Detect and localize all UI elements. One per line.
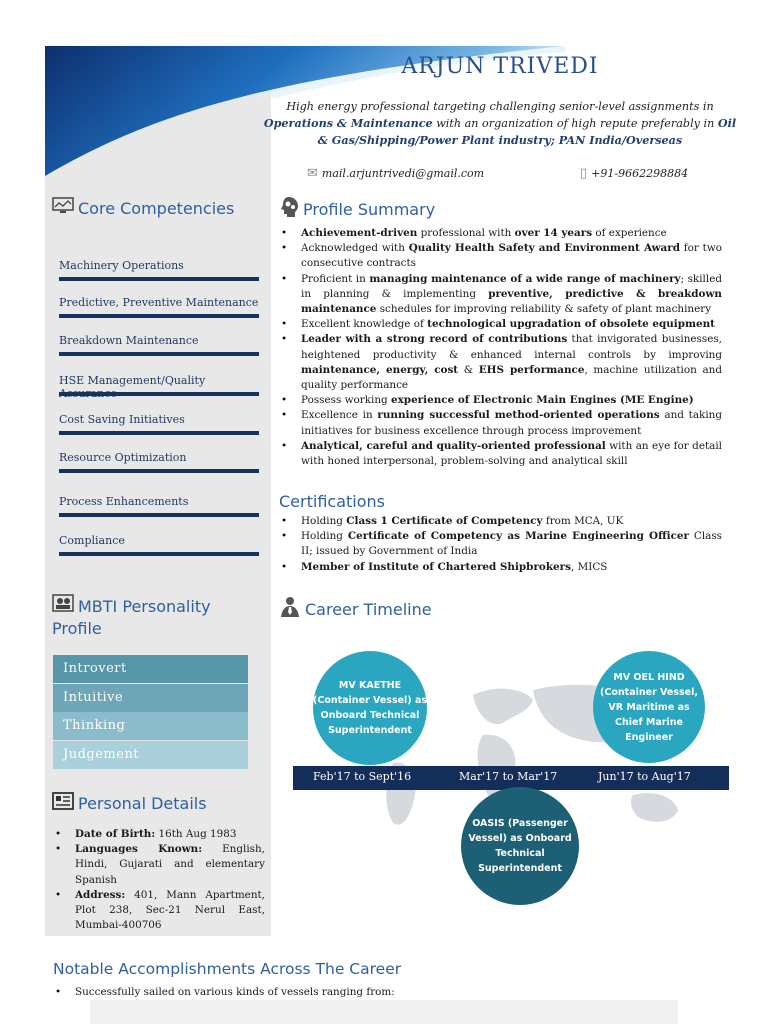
- timeline-bubble: [313, 651, 427, 765]
- list-item: [279, 226, 722, 241]
- competency-item: Process Enhancements: [59, 495, 189, 508]
- list-item: [53, 888, 265, 934]
- list-item: • Successfully sailed on various kinds of vessels ranging from:: [53, 985, 653, 1000]
- mobile-phone-icon: ▯: [580, 166, 588, 181]
- mbti-trait: Thinking: [53, 712, 248, 740]
- text-run: Leader with a strong record of contributions: [301, 333, 568, 346]
- list-item: [279, 272, 722, 318]
- competency-item: Breakdown Maintenance: [59, 334, 199, 347]
- tagline-part: High energy professional targeting challenging senior-level assignments in: [286, 100, 714, 113]
- text-run: technological upgradation of obsolete equipment: [427, 318, 715, 331]
- detail-label: Date of Birth:: [75, 828, 156, 840]
- text-run: running successful method-oriented operations: [377, 409, 660, 422]
- text-run: Holding: [301, 530, 348, 543]
- text-run: that invigorated businesses, heightened productivity & enhanced internal controls by improving: [301, 333, 722, 361]
- mbti-title-line2: Profile: [52, 619, 102, 638]
- core-competencies-label: Core Competencies: [78, 199, 235, 218]
- list-item: [279, 317, 722, 332]
- text-run: from MCA, UK: [542, 515, 624, 527]
- list-item: [53, 842, 265, 888]
- notable-accomplishments-title: Notable Accomplishments Across The Career: [53, 960, 402, 978]
- career-timeline-title: [279, 596, 432, 623]
- notable-list: [53, 985, 653, 1000]
- list-item: [279, 393, 722, 408]
- competency-item: Predictive, Preventive Maintenance: [59, 296, 259, 309]
- text-run: ; skilled in planning & implementing: [301, 272, 723, 300]
- timeline-date: Mar'17 to Mar'17: [459, 770, 558, 783]
- email-text[interactable]: mail.arjuntrivedi@gmail.com: [321, 167, 485, 180]
- text-run: Class 1 Certificate of Competency: [346, 515, 543, 527]
- profile-summary-title: [279, 196, 435, 223]
- mbti-trait: Judgement: [53, 741, 248, 769]
- text-run: and taking initiatives for business excellence through process improvement: [301, 409, 723, 437]
- phone-text[interactable]: +91-9662298884: [591, 167, 689, 180]
- detail-value: 16th Aug 1983: [155, 828, 237, 840]
- text-run: Achievement-driven: [301, 227, 418, 239]
- competency-item: Machinery Operations: [59, 259, 184, 272]
- bubble-text: MV KAETHE (Container Vessel) as Onboard Technical Superintendent: [313, 680, 427, 736]
- text-run: for two consecutive contracts: [301, 242, 722, 270]
- text-run: Excellence in: [301, 409, 378, 422]
- competency-bar: [59, 352, 259, 356]
- list-item: [279, 560, 722, 575]
- monitor-chart-icon: [52, 197, 74, 220]
- id-card-icon: [52, 792, 74, 815]
- text-run: maintenance, energy, cost: [301, 363, 459, 376]
- text-run: EHS performance: [478, 363, 585, 376]
- candidate-name: ARJUN TRIVEDI: [401, 54, 599, 79]
- text-run: with an eye for detail with honed interpersonal, problem-solving and analytical skill: [301, 439, 723, 468]
- competency-item: HSE Management/Quality: [59, 374, 206, 387]
- competency-bar: [59, 513, 259, 517]
- career-timeline: [293, 645, 729, 905]
- email-contact[interactable]: [307, 166, 484, 181]
- bubble-text: OASIS (Passenger Vessel) as Onboard Technical Superintendent: [468, 818, 572, 874]
- text-run: , MICS: [571, 560, 608, 573]
- text-run: Holding: [301, 515, 347, 527]
- competency-item: Compliance: [59, 534, 125, 547]
- list-item: [279, 408, 722, 438]
- competency-bar: [59, 552, 259, 556]
- text-run: Analytical, careful and quality-oriented professional: [301, 439, 606, 452]
- competency-bar: [59, 277, 259, 281]
- text-run: Class II; issued by Government of India: [301, 530, 722, 558]
- list-item: [279, 439, 722, 469]
- list-item: [279, 332, 722, 393]
- text-run: over 14 years: [514, 227, 593, 239]
- timeline-date: Jun'17 to Aug'17: [598, 770, 691, 783]
- profile-summary-label: Profile Summary: [303, 200, 436, 219]
- competency-bar: [59, 314, 259, 318]
- detail-value: 401, Mann Apartment, Plot 238, Sec-21 Nerul East, Mumbai-400706: [75, 888, 265, 932]
- text-run: Certificate of Competency as Marine Engineering Officer: [347, 530, 689, 543]
- tagline-part: with an organization of high repute preferably in: [432, 117, 718, 130]
- text-run: , machine utilization and quality performance: [301, 363, 723, 392]
- text-run: Possess working: [301, 394, 391, 407]
- header-tagline: [262, 98, 738, 149]
- text-run: Acknowledged with: [301, 242, 409, 255]
- vessel-table-placeholder: [90, 1000, 678, 1024]
- text-run: managing maintenance of a wide range of machinery: [369, 272, 681, 285]
- detail-label: Languages Known:: [75, 843, 203, 856]
- text-run: schedules for improving reliability & safety of plant machinery: [376, 303, 712, 316]
- competency-bar: [59, 431, 259, 435]
- mbti-trait: Intuitive: [53, 684, 248, 712]
- list-item: [279, 529, 722, 559]
- envelope-icon: ✉: [307, 166, 318, 181]
- detail-value: English, Hindi, Gujarati and elementary Spanish: [75, 843, 265, 886]
- person-tie-icon: [279, 596, 301, 623]
- text-run: Excellent knowledge of: [301, 318, 428, 331]
- timeline-bubble: [461, 787, 579, 905]
- certifications-list: [279, 514, 722, 575]
- mbti-trait: Introvert: [53, 655, 248, 683]
- head-gears-icon: [279, 196, 299, 223]
- text-run: &: [458, 363, 479, 376]
- text-run: professional with: [417, 227, 515, 239]
- personal-details-title: [52, 792, 207, 815]
- timeline-bubble: [593, 651, 705, 763]
- career-timeline-label: Career Timeline: [305, 600, 432, 619]
- bubble-text: MV OEL HIND (Container Vessel, VR Maritime as Chief Marine Engineer: [600, 671, 698, 743]
- mbti-title-line1: MBTI Personality: [78, 596, 211, 616]
- list-item: [279, 514, 722, 529]
- text-run: experience of Electronic Main Engines (ME Engine): [391, 394, 694, 407]
- personal-details-label: Personal Details: [78, 794, 207, 813]
- detail-label: Address:: [75, 888, 126, 901]
- competency-item: Cost Saving Initiatives: [59, 413, 185, 426]
- tagline-part: Operations & Maintenance: [263, 116, 433, 130]
- competency-bar: [59, 469, 259, 473]
- phone-contact[interactable]: [580, 166, 688, 181]
- text-run: Member of Institute of Chartered Shipbrokers: [301, 560, 571, 573]
- timeline-date: Feb'17 to Sept'16: [313, 770, 412, 783]
- text-run: preventive, predictive & breakdown maintenance: [301, 287, 722, 316]
- text-run: Quality Health Safety and Environment Award: [408, 242, 680, 255]
- certifications-title: Certifications: [279, 492, 385, 511]
- competency-bar: [59, 392, 259, 396]
- profile-summary-list: [279, 226, 722, 469]
- list-item: [53, 827, 265, 842]
- text-run: Proficient in: [301, 272, 370, 285]
- people-icon: [52, 594, 74, 618]
- list-item: [279, 241, 722, 271]
- core-competencies-title: [52, 197, 234, 220]
- tagline-part: Oil & Gas/Shipping/Power Plant industry; PAN India/Overseas: [317, 116, 737, 147]
- competency-item: Resource Optimization: [59, 451, 187, 464]
- mbti-title: [52, 594, 211, 639]
- text-run: of experience: [592, 227, 667, 239]
- personal-details-list: [53, 827, 265, 933]
